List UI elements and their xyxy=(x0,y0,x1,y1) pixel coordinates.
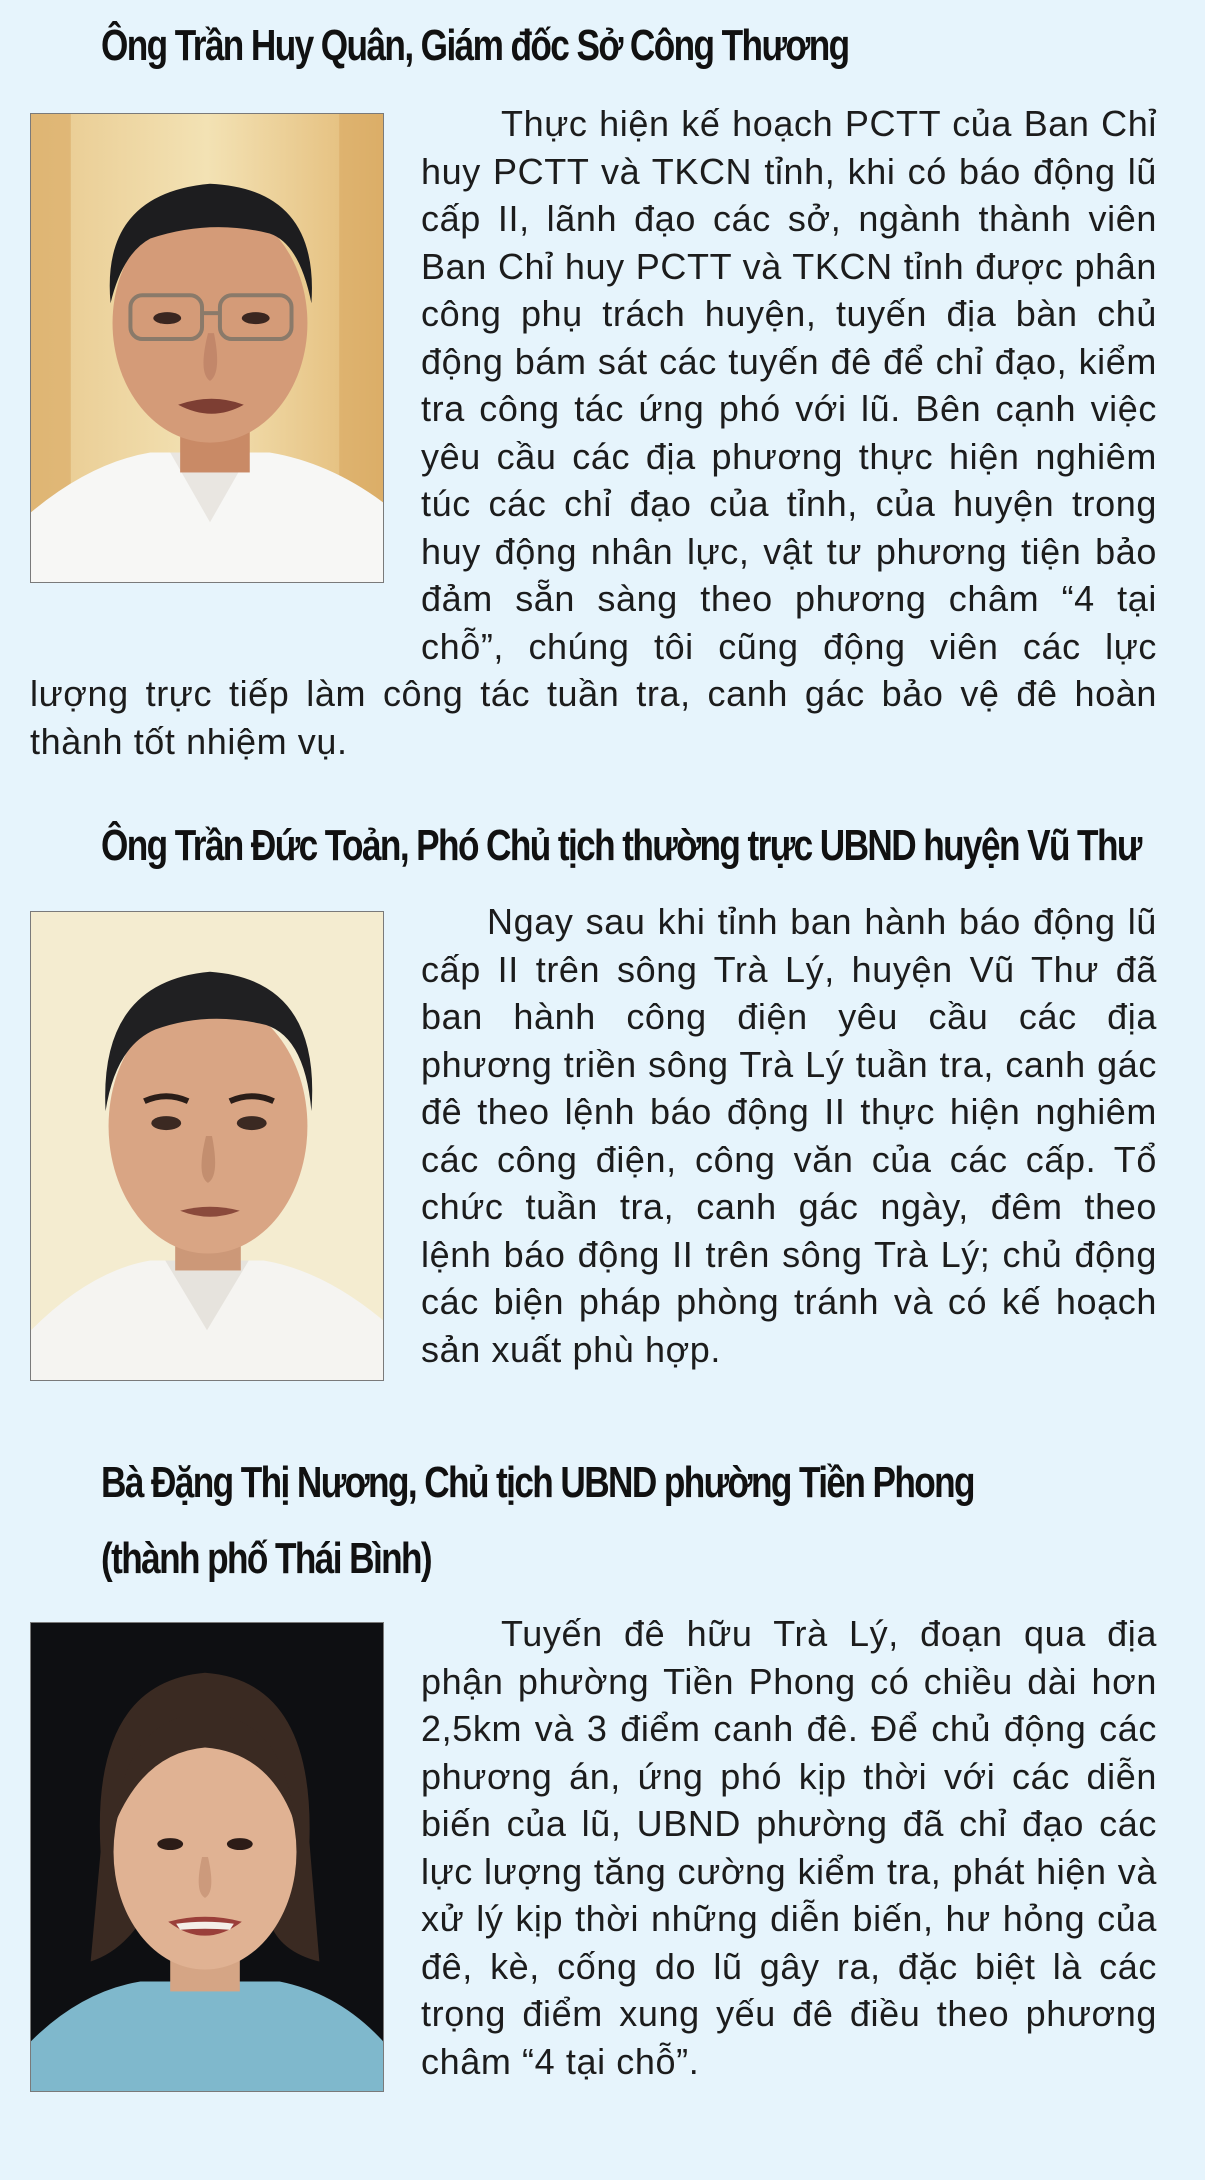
section-2-heading-line-1: Ông Trần Đức Toản, Phó Chủ tịch thường trực UBND huyện Vũ Thư xyxy=(101,821,1141,870)
section-3-heading-line-1: Bà Đặng Thị Nương, Chủ tịch UBND phường Tiền Phong xyxy=(101,1458,974,1507)
section-1-heading-line-1: Ông Trần Huy Quân, Giám đốc Sở Công Thương xyxy=(101,21,849,70)
section-1-heading xyxy=(101,8,849,84)
section-2-paragraph xyxy=(30,898,1157,1468)
section-2-paragraph-text: Ngay sau khi tỉnh ban hành báo động lũ cấp II trên sông Trà Lý, huyện Vũ Thư đã ban hành công điện yêu cầu các địa phương triền sông Trà Lý tuần tra, canh gác đê theo lệnh báo động II thực hiện nghiêm các công điện, công văn của các cấp. Tổ chức tuần tra, canh gác ngày, đêm theo lệnh báo động II trên sông Trà Lý; chủ động các biện pháp phòng tránh và có kế hoạch sản xuất phù hợp. xyxy=(421,901,1157,1370)
section-1-paragraph xyxy=(30,100,1157,765)
section-3-heading xyxy=(101,1445,974,1597)
section-3-paragraph-text: Tuyến đê hữu Trà Lý, đoạn qua địa phận phường Tiền Phong có chiều dài hơn 2,5km và 3 điểm canh đê. Để chủ động các phương án, ứng phó kịp thời với các diễn biến của lũ, UBND phường đã chỉ đạo các lực lượng tăng cường kiểm tra, phát hiện và xử lý kịp thời những diễn biến, hư hỏng của đê, kè, cống do lũ gây ra, đặc biệt là các trọng điểm xung yếu đê điều theo phương châm “4 tại chỗ”. xyxy=(421,1613,1157,2082)
section-3-paragraph xyxy=(30,1610,1157,2180)
section-1-paragraph-text: Thực hiện kế hoạch PCTT của Ban Chỉ huy PCTT và TKCN tỉnh, khi có báo động lũ cấp II, lãnh đạo các sở, ngành thành viên Ban Chỉ huy PCTT và TKCN tỉnh được phân công phụ trách huyện, tuyến địa bàn chủ động bám sát các tuyến đê để chỉ đạo, kiểm tra công tác ứng phó với lũ. Bên cạnh việc yêu cầu các địa phương thực hiện nghiêm túc các chỉ đạo của tỉnh, của huyện trong huy động nhân lực, vật tư phương tiện bảo đảm sẵn sàng theo phương châm “4 tại chỗ”, chúng tôi cũng động viên các lực lượng trực tiếp làm công tác tuần tra, canh gác bảo vệ đê hoàn thành tốt nhiệm vụ. xyxy=(30,103,1157,762)
section-2-heading xyxy=(101,808,1141,884)
section-3-heading-line-2: (thành phố Thái Bình) xyxy=(101,1534,432,1583)
